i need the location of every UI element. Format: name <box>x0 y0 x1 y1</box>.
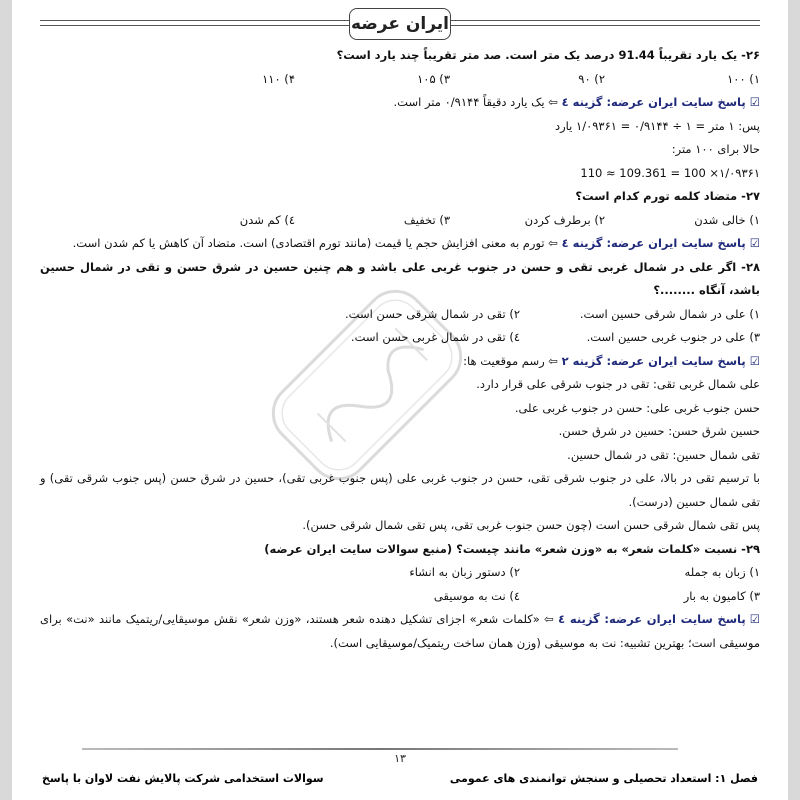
conclusion-line: پس تقی شمال شرقی حسن است (چون حسن جنوب غربی تقی، پس تقی شمال شرقی حسن). <box>302 518 760 532</box>
q29-options-row1 <box>40 561 760 585</box>
answer-label: پاسخ سایت ایران عرضه: گزینه ٤ <box>561 236 746 250</box>
question-28: ۲۸- اگر علی در شمال غربی تقی و حسن در جنوب غربی علی باشد و هم چنین حسین در شرق حسن و تقی در شمال حسین باشد، آنگاه ........؟ <box>40 259 760 297</box>
footer-book-title: سوالات استخدامی شرکت پالایش نفت لاوان با پاسخ <box>42 772 324 785</box>
q29-options-row2 <box>40 585 760 609</box>
option: ٤) نت به موسیقی <box>433 588 520 603</box>
explanation-line: حالا برای ۱۰۰ متر: <box>671 142 760 156</box>
question-26: ۲۶- یک یارد تقریباً 91.44 درصد یک متر است. صد متر تقریباً چند یارد است؟ <box>336 48 760 62</box>
option: ۲) تقی در شمال شرقی حسن است. <box>345 306 520 321</box>
explanation-line: حسن جنوب غربی علی: حسن در جنوب غربی علی. <box>514 400 760 415</box>
option: ۳) کامیون به بار <box>683 588 760 603</box>
footer-rule <box>82 748 678 750</box>
question-29: ۲۹- نسبت «کلمات شعر» به «وزن شعر» مانند چیست؟ (منبع سوالات سایت ایران عرضه) <box>264 541 760 556</box>
q26-answer <box>40 91 760 115</box>
answer-text: ⇦ «کلمات شعر» اجزای تشکیل دهنده شعر هستند، «وزن شعر» نقش موسیقایی/ریتمیک مانند «نت» برای موسیقی است؛ بهترین تشبیه: نت به موسیقی (وزن همان ساخت ریتمیک/موسیقایی است). <box>40 612 760 650</box>
option: ۲) ۹۰ <box>578 71 605 86</box>
option: ۱) خالی شدن <box>694 212 760 227</box>
option: ۱) ۱۰۰ <box>727 71 760 86</box>
explanation-line: علی شمال غربی تقی: تقی در جنوب شرقی علی قرار دارد. <box>476 377 760 391</box>
option: ۲) برطرف کردن <box>524 212 605 227</box>
option: ۳) علی در جنوب غربی حسین است. <box>586 330 760 344</box>
answer-text: ⇦ یک یارد دقیقاً ۰/۹۱۴۴ متر است. <box>393 95 558 109</box>
option: ٤) کم شدن <box>239 212 295 227</box>
option: ٤) تقی در شمال غربی حسن است. <box>350 330 520 344</box>
explanation-line: ۱/۰۹۳۶۱× 100 = 109.361 ≈ 110 <box>580 165 760 180</box>
explanation-paragraph: با ترسیم تقی در بالا، علی در جنوب شرقی تقی، حسن در جنوب غربی علی (پس جنوب غربی تقی)، حسین در شرق حسن (پس جنوب شرقی تقی) و تقی شمال حسین (درست). <box>40 471 760 509</box>
option: ۳) تخفیف <box>403 212 450 227</box>
footer-chapter: فصل ۱: استعداد تحصیلی و سنجش توانمندی های عمومی <box>449 772 758 785</box>
option: ۴) ۱۱۰ <box>262 71 295 86</box>
explanation-line: حسین شرق حسن: حسین در شرق حسن. <box>558 424 760 438</box>
option: ۱) علی در شمال شرقی حسین است. <box>579 306 760 321</box>
document-content <box>40 44 760 655</box>
q29-answer <box>40 608 760 655</box>
checkbox-icon: ☑ <box>749 236 760 250</box>
logo-text: ایران عرضه <box>351 14 449 34</box>
option: ۱) زبان به جمله <box>684 565 760 579</box>
answer-label: پاسخ سایت ایران عرضه: گزینه ۲ <box>561 353 746 368</box>
site-logo <box>349 8 451 40</box>
q27-options <box>40 209 760 233</box>
explanation-line: پس: ۱ متر = ۱ ÷ ۰/۹۱۴۴ = ۱/۰۹۳۶۱ یارد <box>554 118 760 133</box>
q28-options-row2 <box>40 326 760 350</box>
answer-label: پاسخ سایت ایران عرضه: گزینه ٤ <box>561 95 746 109</box>
q28-options-row1 <box>40 303 760 327</box>
checkbox-icon: ☑ <box>749 95 760 109</box>
checkbox-icon: ☑ <box>749 353 760 368</box>
q28-answer <box>40 350 760 374</box>
option: ۲) دستور زبان به انشاء <box>409 565 520 579</box>
answer-text: ⇦ تورم به معنی افزایش حجم یا قیمت (مانند تورم اقتصادی) است. متضاد آن کاهش یا کم شدن است. <box>72 236 558 250</box>
answer-label: پاسخ سایت ایران عرضه: گزینه ٤ <box>558 612 746 626</box>
page-number: ۱۳ <box>394 752 406 765</box>
answer-text: ⇦ رسم موقعیت ها: <box>463 353 558 368</box>
q27-answer <box>40 232 760 256</box>
explanation-line: تقی شمال حسین: تقی در شمال حسین. <box>567 447 760 462</box>
document-page <box>12 0 788 800</box>
question-27: ۲۷- متضاد کلمه تورم کدام است؟ <box>575 189 760 203</box>
checkbox-icon: ☑ <box>749 612 761 626</box>
q26-options <box>40 68 760 92</box>
option: ۳) ۱۰۵ <box>417 71 450 86</box>
